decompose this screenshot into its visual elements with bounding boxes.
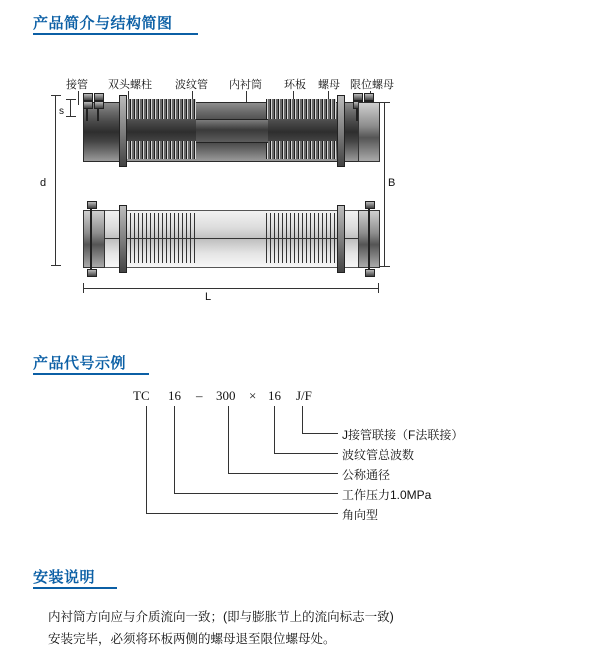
- dimension-tick-s-top: [66, 99, 76, 100]
- dimension-tick-d-top: [51, 95, 61, 96]
- dimension-label-B: B: [388, 177, 396, 189]
- code-token-16-pressure: 16: [168, 388, 181, 403]
- callout-label-xianweiluomu: 限位螺母: [350, 79, 394, 91]
- dimension-line-d: [55, 95, 56, 265]
- dimension-tick-d-bottom: [51, 265, 61, 266]
- bellows-convolutions-left: [126, 99, 196, 119]
- dimension-label-L: L: [205, 291, 212, 303]
- code-leader-v-dn: [228, 406, 229, 473]
- code-leader-h-dn: [228, 473, 338, 474]
- bellows-convolutions-right-lower: [266, 141, 336, 159]
- dimension-line-L: [83, 288, 378, 289]
- centerline-side-view: [83, 238, 378, 239]
- dimension-tick-L-right: [378, 283, 379, 293]
- code-leader-h-jf: [302, 433, 338, 434]
- nut-right-side-top: [365, 201, 375, 209]
- code-leader-v-jf: [302, 406, 303, 433]
- nut-left-upper: [83, 93, 93, 101]
- product-code-diagram: [0, 370, 600, 540]
- ring-plate-right-side: [337, 205, 345, 273]
- nut-left2-upper: [94, 93, 104, 101]
- dimension-tick-B-top: [380, 102, 390, 103]
- nut-left2-lower: [94, 101, 104, 109]
- section-title-code: 产品代号示例: [33, 355, 127, 372]
- dimension-tick-L-left: [83, 283, 84, 293]
- inner-liner: [196, 119, 268, 143]
- code-desc-type: 角向型: [342, 508, 379, 522]
- code-token-tc: TC: [133, 388, 150, 403]
- callout-label-jieguan: 接管: [66, 79, 88, 91]
- bellows-convolutions-left-lower: [126, 141, 196, 159]
- code-leader-v-pressure: [174, 406, 175, 493]
- dimension-line-B: [384, 102, 385, 266]
- ring-plate-left-side: [119, 205, 127, 273]
- dimension-label-d: d: [40, 177, 47, 189]
- nut-left-side-top: [87, 201, 97, 209]
- callout-label-shuangtoulvzhu: 双头螺柱: [108, 79, 152, 91]
- ring-plate-left: [119, 95, 127, 167]
- dimension-line-s: [70, 99, 71, 117]
- code-desc-wave-count: 波纹管总波数: [342, 448, 415, 462]
- section-title-intro-underline: [33, 33, 198, 35]
- code-desc-nominal-diameter: 公称通径: [342, 468, 391, 482]
- limit-nut-right-upper: [364, 93, 374, 101]
- code-leader-h-type: [146, 513, 338, 514]
- code-leader-v-type: [146, 406, 147, 513]
- bellows-convolutions-right: [266, 99, 336, 119]
- install-note-2: 安装完毕，必须将环板两侧的螺母退至限位螺母处。: [48, 632, 336, 646]
- leader-line-1: [78, 91, 79, 105]
- callout-label-huanban: 环板: [284, 79, 306, 91]
- callout-label-neichentong: 内衬筒: [229, 79, 262, 91]
- code-leader-h-waves: [274, 453, 338, 454]
- code-leader-h-pressure: [174, 493, 338, 494]
- nut-left-lower: [83, 101, 93, 109]
- flange-left-side: [83, 210, 105, 268]
- code-desc-working-pressure: 工作压力1.0MPa: [342, 488, 432, 502]
- install-note-1: 内衬筒方向应与介质流向一致；(即与膨胀节上的流向标志一致): [48, 610, 394, 624]
- nut-right-side-bottom: [365, 269, 375, 277]
- code-token-300: 300: [216, 388, 236, 403]
- dimension-tick-s-bottom: [66, 116, 76, 117]
- code-token-times: ×: [249, 388, 257, 403]
- stud-bolt-right-side: [368, 203, 370, 275]
- flange-right: [358, 102, 380, 162]
- ring-plate-right: [337, 95, 345, 167]
- nut-left-side-bottom: [87, 269, 97, 277]
- dimension-tick-B-bottom: [380, 266, 390, 267]
- section-title-install: 安装说明: [33, 569, 96, 586]
- callout-label-luomu: 螺母: [318, 79, 340, 91]
- code-leader-v-waves: [274, 406, 275, 453]
- code-desc-connection: J接管联接（F法联接）: [342, 428, 464, 442]
- nut-right-upper: [353, 93, 363, 101]
- section-title-intro: 产品简介与结构简图: [33, 15, 173, 32]
- code-token-jf: J/F: [296, 388, 312, 403]
- stud-bolt-left-side: [90, 203, 92, 275]
- section-title-install-underline: [33, 587, 117, 589]
- code-token-16-waves: 16: [268, 388, 281, 403]
- structure-diagram: [0, 55, 600, 315]
- dimension-label-s: s: [59, 106, 64, 117]
- callout-label-bowenguan: 波纹管: [175, 79, 208, 91]
- code-token-dash: –: [196, 388, 203, 403]
